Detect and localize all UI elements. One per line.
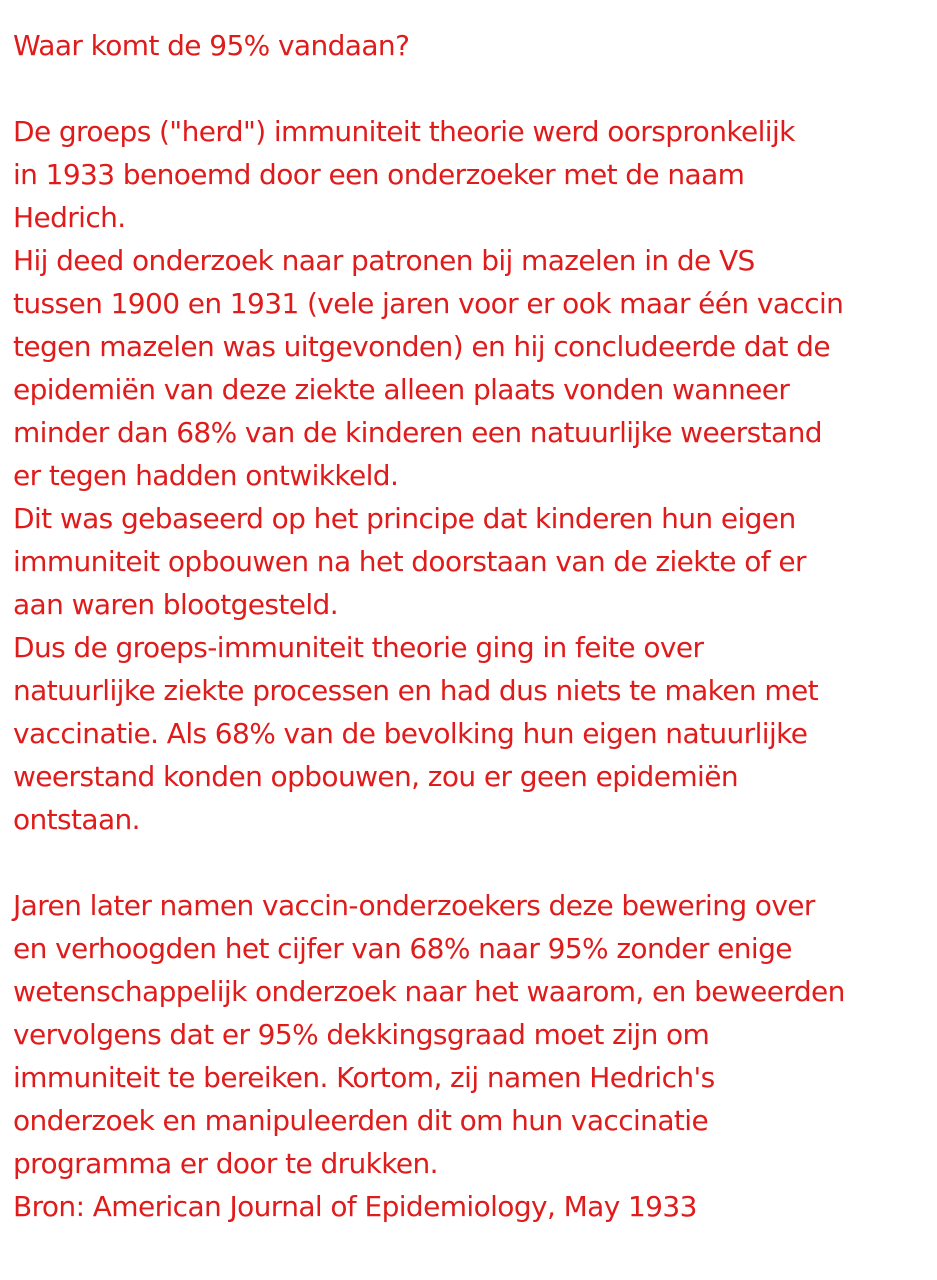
text-line: onderzoek en manipuleerden dit om hun vaccinatie xyxy=(13,1104,709,1137)
document-body xyxy=(13,24,923,1228)
text-line: tussen 1900 en 1931 (vele jaren voor er ook maar één vaccin xyxy=(13,287,844,320)
text-line: natuurlijke ziekte processen en had dus niets te maken met xyxy=(13,674,819,707)
text-line: Hedrich. xyxy=(13,201,126,234)
text-line: vervolgens dat er 95% dekkingsgraad moet zijn om xyxy=(13,1018,710,1051)
text-line: aan waren blootgesteld. xyxy=(13,588,339,621)
paragraph-herd-immunity-origin xyxy=(13,110,923,841)
text-line: immuniteit te bereiken. Kortom, zij namen Hedrich's xyxy=(13,1061,715,1094)
text-line: epidemiën van deze ziekte alleen plaats vonden wanneer xyxy=(13,373,790,406)
source-citation: Bron: American Journal of Epidemiology, May 1933 xyxy=(13,1190,697,1223)
text-line: er tegen hadden ontwikkeld. xyxy=(13,459,399,492)
paragraph-vaccine-researchers xyxy=(13,884,923,1228)
blank-line xyxy=(13,841,923,884)
document-title: Waar komt de 95% vandaan? xyxy=(13,29,410,62)
text-line: De groeps ("herd") immuniteit theorie werd oorspronkelijk xyxy=(13,115,795,148)
text-line: ontstaan. xyxy=(13,803,140,836)
text-line: vaccinatie. Als 68% van de bevolking hun eigen natuurlijke xyxy=(13,717,808,750)
text-line: in 1933 benoemd door een onderzoeker met de naam xyxy=(13,158,745,191)
text-line: Hij deed onderzoek naar patronen bij mazelen in de VS xyxy=(13,244,755,277)
text-line: programma er door te drukken. xyxy=(13,1147,438,1180)
text-line: Jaren later namen vaccin-onderzoekers deze bewering over xyxy=(13,889,815,922)
text-line: wetenschappelijk onderzoek naar het waarom, en beweerden xyxy=(13,975,845,1008)
text-line: Dus de groeps-immuniteit theorie ging in feite over xyxy=(13,631,704,664)
blank-line xyxy=(13,67,923,110)
text-line: minder dan 68% van de kinderen een natuurlijke weerstand xyxy=(13,416,822,449)
text-line: weerstand konden opbouwen, zou er geen epidemiën xyxy=(13,760,738,793)
text-line: en verhoogden het cijfer van 68% naar 95% zonder enige xyxy=(13,932,792,965)
text-line: tegen mazelen was uitgevonden) en hij concludeerde dat de xyxy=(13,330,830,363)
text-line: immuniteit opbouwen na het doorstaan van de ziekte of er xyxy=(13,545,806,578)
text-line: Dit was gebaseerd op het principe dat kinderen hun eigen xyxy=(13,502,796,535)
